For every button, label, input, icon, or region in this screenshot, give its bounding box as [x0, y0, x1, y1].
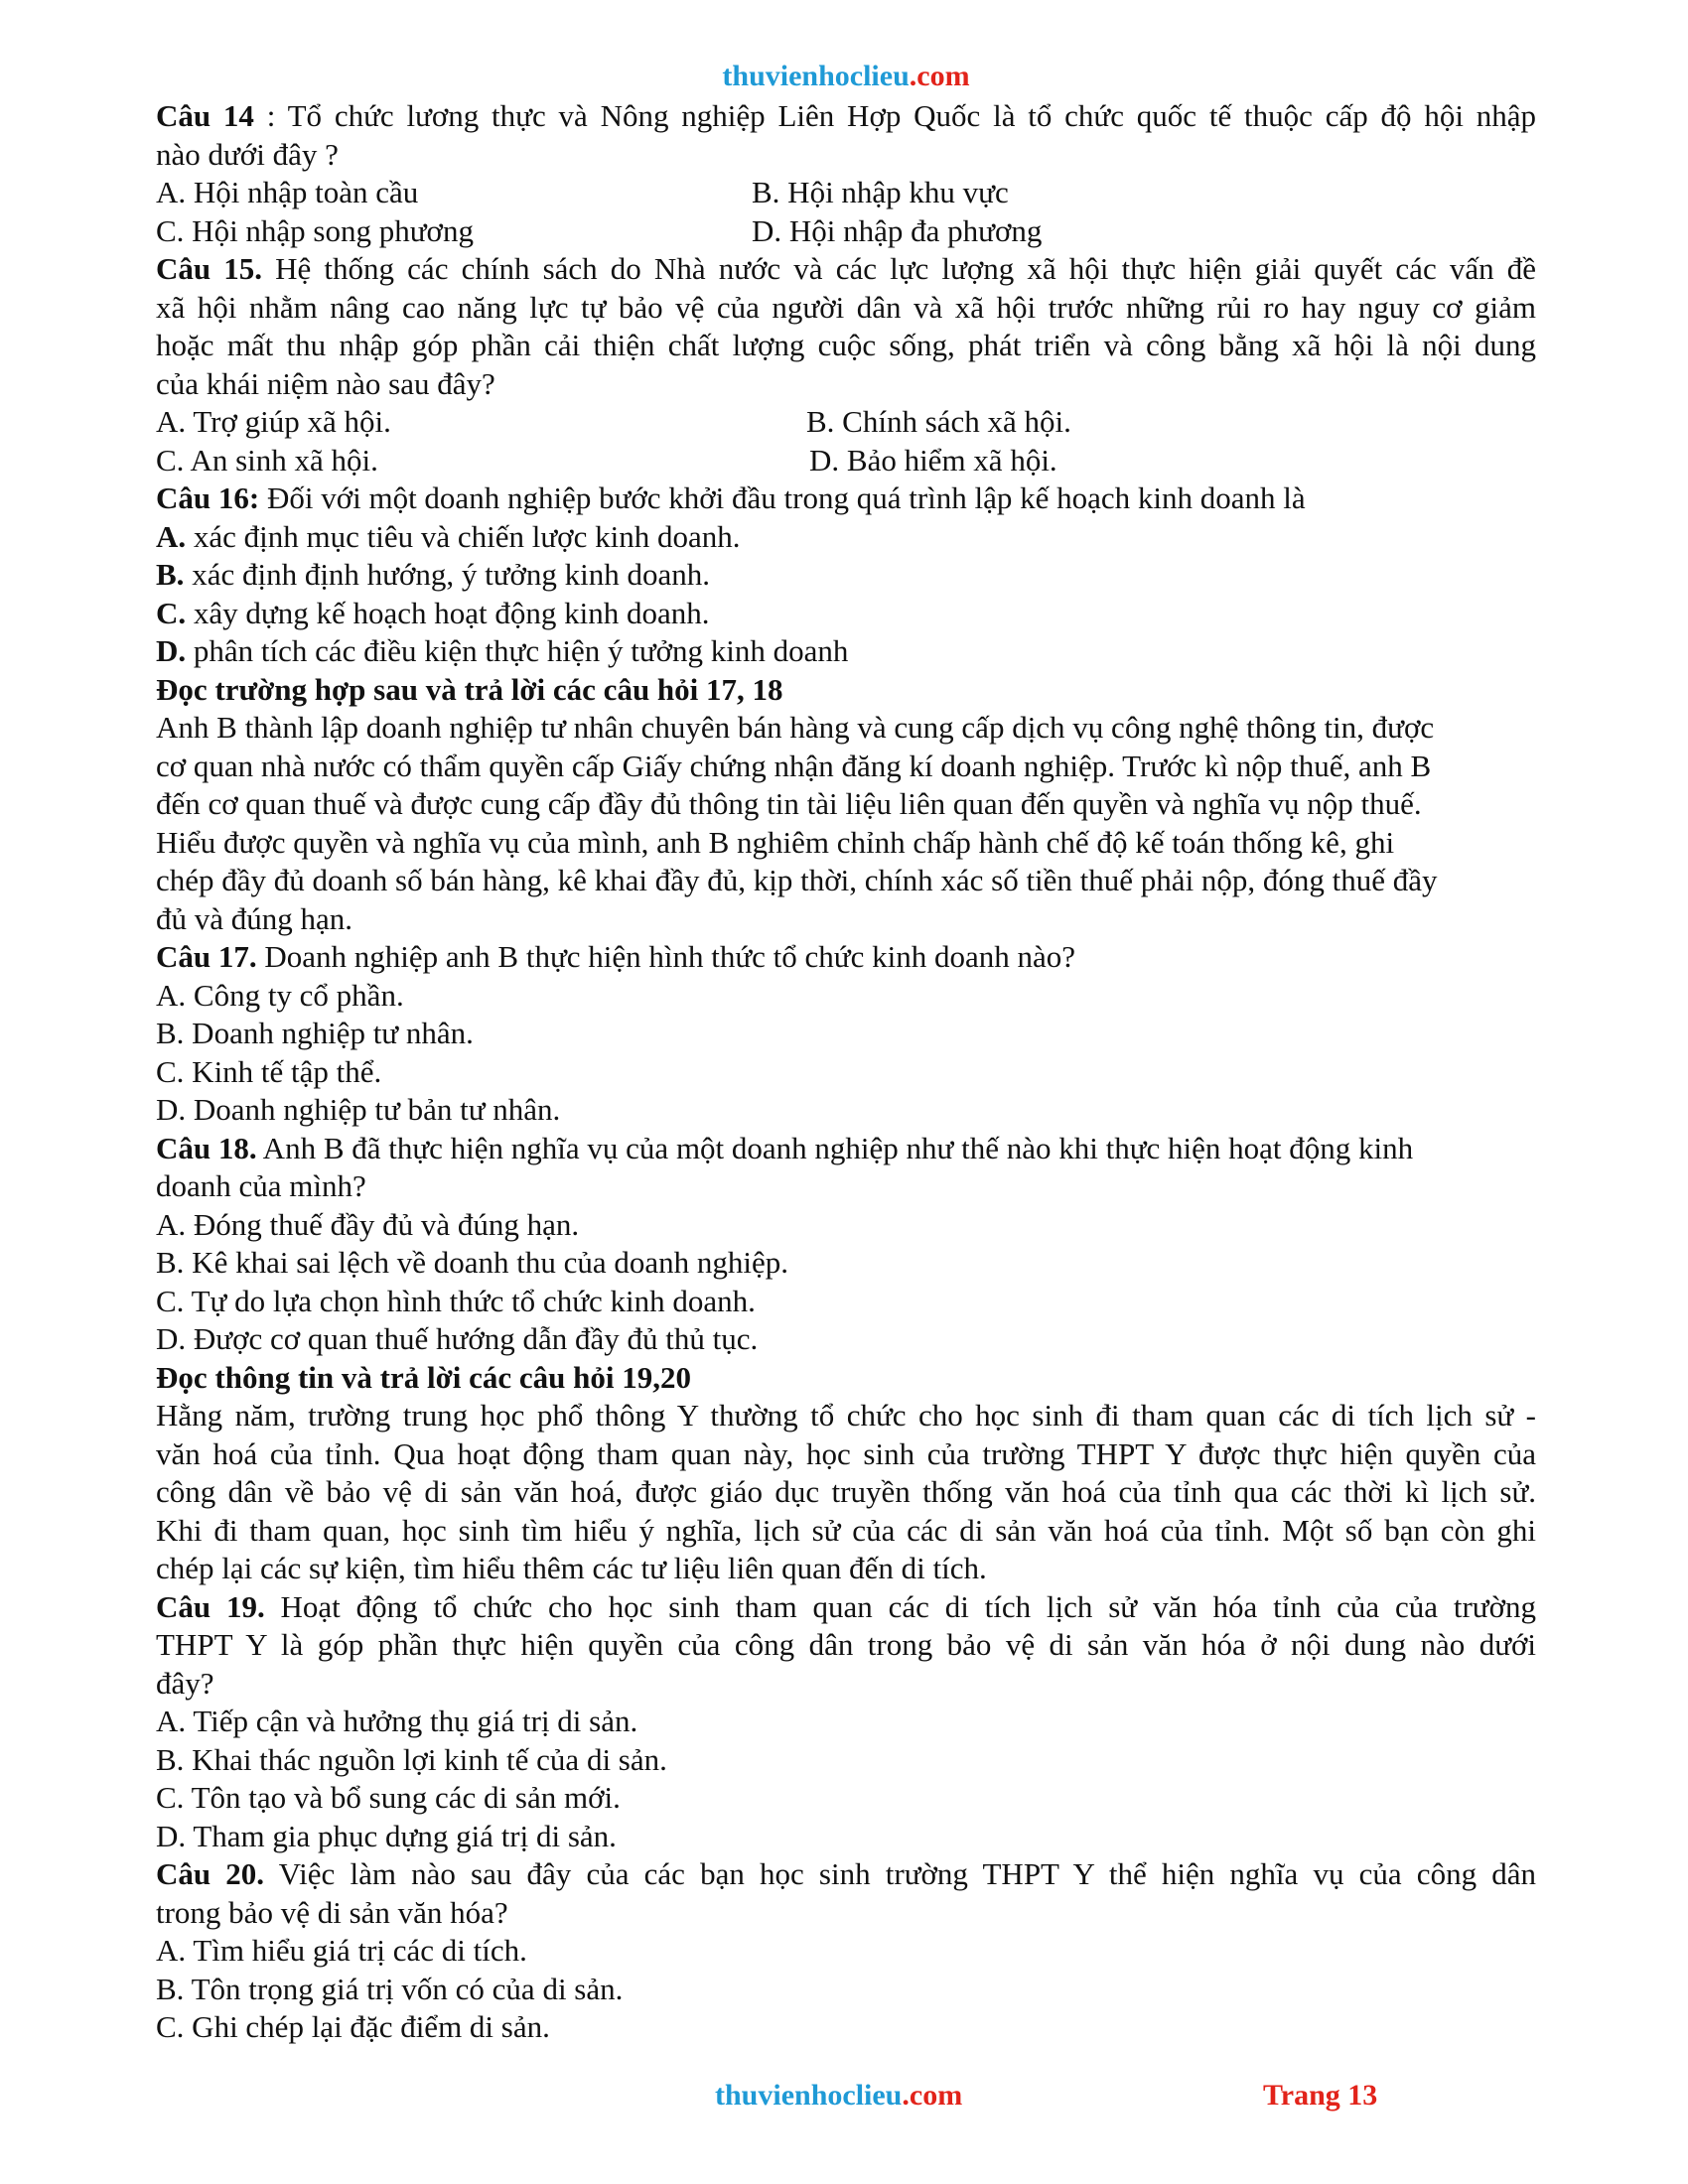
q17-option-a: A. Công ty cổ phần.	[156, 977, 404, 1013]
q17-option-b: B. Doanh nghiệp tư nhân.	[156, 1016, 474, 1050]
header-site-tld: .com	[909, 60, 970, 92]
q15-options-row2	[156, 442, 1536, 480]
header-site-name: thuvienhoclieu	[722, 60, 910, 92]
case2-line5: chép lại các sự kiện, tìm hiểu thêm các tư liệu liên quan đến di tích.	[156, 1551, 987, 1585]
q14-options-row1	[156, 174, 1536, 212]
q19-text-1: Hoạt động tổ chức cho học sinh tham quan các di tích lịch sử văn hóa tỉnh của của trường	[264, 1588, 1536, 1624]
q16-option-b-text: xác định định hướng, ý tưởng kinh doanh.	[184, 557, 711, 592]
document-page	[156, 58, 1536, 2047]
q16-option-d-key: D.	[156, 633, 187, 668]
q15-stem-line1	[156, 250, 1536, 289]
q20-option-a: A. Tìm hiểu giá trị các di tích.	[156, 1933, 527, 1968]
q16-option-b-key: B.	[156, 557, 185, 592]
q15-stem-line4: của khái niệm nào sau đây?	[156, 365, 495, 401]
q14-option-a: A. Hội nhập toàn cầu	[156, 175, 419, 209]
case1-line1: Anh B thành lập doanh nghiệp tư nhân chuyên bán hàng và cung cấp dịch vụ công nghệ thông tin, được	[156, 710, 1435, 745]
q15-label: Câu 15.	[156, 251, 263, 286]
q18-text-1: Anh B đã thực hiện nghĩa vụ của một doanh nghiệp như thế nào khi thực hiện hoạt động kinh	[256, 1130, 1414, 1165]
q16-option-b	[156, 556, 1536, 595]
q18-option-c: C. Tự do lựa chọn hình thức tổ chức kinh doanh.	[156, 1283, 756, 1318]
q14-stem-line1	[156, 97, 1536, 136]
q14-option-b: B. Hội nhập khu vực	[752, 175, 1009, 209]
footer-site-link[interactable]	[715, 2079, 962, 2113]
footer-site-tld: .com	[902, 2079, 963, 2112]
case1-line3: đến cơ quan thuế và được cung cấp đầy đủ thông tin tài liệu liên quan đến quyền và nghĩa vụ nộp thuế.	[156, 786, 1422, 821]
header-site-link[interactable]	[156, 58, 1536, 95]
q19-option-a: A. Tiếp cận và hưởng thụ giá trị di sản.	[156, 1704, 638, 1738]
q17-text: Doanh nghiệp anh B thực hiện hình thức tổ chức kinh doanh nào?	[256, 939, 1076, 974]
q16-option-d	[156, 632, 1536, 671]
q18-option-a: A. Đóng thuế đầy đủ và đúng hạn.	[156, 1206, 580, 1242]
q18-stem-line2: doanh của mình?	[156, 1168, 366, 1203]
q16-option-c	[156, 595, 1536, 633]
q18-stem-line1	[156, 1130, 1536, 1168]
q17-label: Câu 17.	[156, 939, 257, 974]
q19-option-d: D. Tham gia phục dựng giá trị di sản.	[156, 1818, 617, 1853]
q16-option-a-text: xác định mục tiêu và chiến lược kinh doanh.	[186, 518, 741, 554]
q16-stem	[156, 479, 1536, 518]
q14-option-c: C. Hội nhập song phương	[156, 212, 474, 248]
case1-line2: cơ quan nhà nước có thẩm quyền cấp Giấy chứng nhận đăng kí doanh nghiệp. Trước kì nộp thuế, anh B	[156, 748, 1432, 783]
q20-stem-line2: trong bảo vệ di sản văn hóa?	[156, 1894, 508, 1930]
q19-option-c: C. Tôn tạo và bổ sung các di sản mới.	[156, 1780, 621, 1815]
q16-option-a-key: A.	[156, 518, 187, 554]
q15-options-row1	[156, 403, 1536, 442]
case2-heading: Đọc thông tin và trả lời các câu hỏi 19,20	[156, 1359, 691, 1395]
q20-label: Câu 20.	[156, 1856, 265, 1891]
q20-text-1: Việc làm nào sau đây của các bạn học sinh trường THPT Y thể hiện nghĩa vụ của công dân	[264, 1856, 1536, 1891]
q20-option-c: C. Ghi chép lại đặc điểm di sản.	[156, 2009, 550, 2044]
q16-option-d-text: phân tích các điều kiện thực hiện ý tưởng kinh doanh	[186, 633, 849, 668]
q15-stem-line3: hoặc mất thu nhập góp phần cải thiện chất lượng cuộc sống, phát triển và công bằng xã hội là nội dung	[156, 328, 1536, 362]
q14-option-d: D. Hội nhập đa phương	[752, 212, 1043, 248]
q18-label: Câu 18.	[156, 1130, 257, 1165]
q15-option-a: A. Trợ giúp xã hội.	[156, 404, 391, 439]
q15-option-d: D. Bảo hiểm xã hội.	[809, 442, 1057, 478]
q19-option-b: B. Khai thác nguồn lợi kinh tế của di sản.	[156, 1741, 667, 1777]
case1-line5: chép đầy đủ doanh số bán hàng, kê khai đầy đủ, kịp thời, chính xác số tiền thuế phải nộp, đóng thuế đầy	[156, 863, 1438, 897]
q15-stem-line2: xã hội nhằm nâng cao năng lực tự bảo vệ của người dân và xã hội trước những rủi ro hay nguy cơ giảm	[156, 289, 1536, 325]
q17-option-d: D. Doanh nghiệp tư bản tư nhân.	[156, 1092, 561, 1127]
q16-option-c-text: xây dựng kế hoạch hoạt động kinh doanh.	[186, 595, 710, 630]
q20-stem-line1	[156, 1855, 1536, 1894]
case2-line1: Hằng năm, trường trung học phổ thông Y thường tổ chức cho học sinh đi tham quan các di tích lịch sử -	[156, 1398, 1536, 1433]
q18-option-b: B. Kê khai sai lệch về doanh thu của doanh nghiệp.	[156, 1245, 789, 1280]
q16-option-c-key: C.	[156, 595, 187, 630]
case2-line2: văn hoá của tỉnh. Qua hoạt động tham quan này, học sinh của trường THPT Y được thực hiện quyền của	[156, 1435, 1536, 1471]
q16-option-a	[156, 518, 1536, 557]
page-footer	[0, 2079, 1688, 2118]
case1-line4: Hiểu được quyền và nghĩa vụ của mình, anh B nghiêm chỉnh chấp hành chế độ kế toán thống kê, ghi	[156, 824, 1395, 860]
q15-text-1: Hệ thống các chính sách do Nhà nước và các lực lượng xã hội thực hiện giải quyết các vấn đề	[262, 251, 1536, 286]
q19-label: Câu 19.	[156, 1588, 265, 1624]
q19-stem-line2: THPT Y là góp phần thực hiện quyền của công dân trong bảo vệ di sản văn hóa ở nội dung nào dưới	[156, 1627, 1536, 1662]
q14-options-row2	[156, 212, 1536, 251]
q16-text: Đối với một doanh nghiệp bước khởi đầu trong quá trình lập kế hoạch kinh doanh là	[259, 480, 1306, 515]
q20-option-b: B. Tôn trọng giá trị vốn có của di sản.	[156, 1971, 624, 2006]
q17-option-c: C. Kinh tế tập thể.	[156, 1053, 382, 1089]
case2-line4: Khi đi tham quan, học sinh tìm hiểu ý nghĩa, lịch sử của các di sản văn hoá của tỉnh. Một số bạn còn ghi	[156, 1512, 1536, 1548]
page-number: Trang 13	[1263, 2079, 1378, 2112]
case2-line3: công dân về bảo vệ di sản văn hoá, được giáo dục truyền thống văn hoá của tỉnh qua các thời kì lịch sử.	[156, 1474, 1536, 1509]
q14-stem-line2: nào dưới đây ?	[156, 136, 339, 172]
q19-stem-line3: đây?	[156, 1665, 214, 1701]
q15-option-c: C. An sinh xã hội.	[156, 442, 378, 478]
q19-stem-line1	[156, 1588, 1536, 1627]
q14-label: Câu 14	[156, 98, 254, 133]
footer-site-name: thuvienhoclieu	[715, 2079, 903, 2112]
q16-label: Câu 16:	[156, 480, 260, 515]
q18-option-d: D. Được cơ quan thuế hướng dẫn đầy đủ thủ tục.	[156, 1321, 759, 1356]
q15-option-b: B. Chính sách xã hội.	[806, 404, 1071, 439]
q17-stem	[156, 938, 1536, 977]
case1-line6: đủ và đúng hạn.	[156, 900, 353, 936]
case1-heading: Đọc trường hợp sau và trả lời các câu hỏi 17, 18	[156, 671, 783, 707]
q14-text-1: : Tổ chức lương thực và Nông nghiệp Liên Hợp Quốc là tổ chức quốc tế thuộc cấp độ hội nhập	[253, 98, 1536, 133]
